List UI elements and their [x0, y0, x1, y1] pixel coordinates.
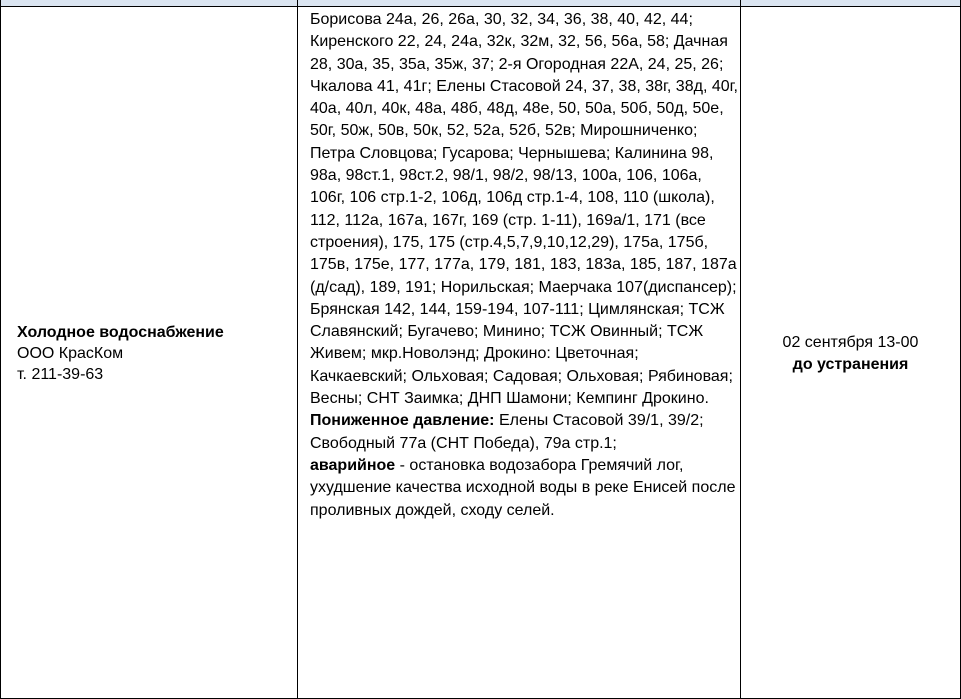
affected-addresses: Борисова 24а, 26, 26а, 30, 32, 34, 36, 38, 40, 42, 44; Киренского 22, 24, 24а, 32к, 32м, 32, 56, 56а, 58; Дачная 28, 30а, 35, 35а, 35ж, 37; 2-я Огородная 22А, 24, 25, 26; Чкалова 41, 41г; Елены Стасовой 24, 37, 38, 38г, 38д, 40г, 40а, 40л, 40к, 48а, 48б, 48д, 48е, 50, 50а, 50б, 50д, 50е, 50г, 50ж, 50в, 50к, 52, 52а, 52б, 52в; Мирошниченко; Петра Словцова; Гусарова; Чернышева; Калинина 98, 98а, 98ст.1, 98ст.2, 98/1, 98/2, 98/13, 100а, 106, 106а, 106г, 106 стр.1-2, 106д, 106д стр.1-4, 108, 110 (школа), 112, 112а, 167а, 167г, 169 (стр. 1-11), 169а/1, 171 (все строения), 175, 175 (стр.4,5,7,9,10,12,29), 175а, 175б, 175в, 175е, 177, 177а, 179, 181, 183, 183а, 185, 187, 187а (д/сад), 189, 191; Норильская; Маерчака 107(диспансер); Брянская 142, 144, 159-194, 107-111; Цимлянская; ТСЖ Славянский; Бугачево; Минино; ТСЖ Овинный; ТСЖ Живем; мкр.Новолэнд; Дрокино: Цветочная; Качкаевский; Ольховая; Садовая; Ольховая; Рябиновая; Весны; СНТ Заимка; ДНП Шамони; Кемпинг Дрокино. [310, 11, 738, 408]
addresses-cell [310, 9, 740, 522]
company-phone: т. 211-39-63 [17, 366, 104, 383]
company-name: ООО КрасКом [17, 345, 124, 362]
emergency-note [310, 455, 740, 522]
service-cell [17, 322, 297, 385]
outage-end: до устранения [792, 356, 909, 373]
column-border-left [0, 0, 1, 699]
service-title: Холодное водоснабжение [17, 324, 224, 341]
low-pressure-addresses: Елены Стасовой 39/1, 39/2; Свободный 77а (СНТ Победа), 79а стр.1; [310, 412, 704, 452]
emergency-label: аварийное [310, 456, 396, 474]
low-pressure-note [310, 410, 740, 455]
emergency-reason: - остановка водозабора Гремячий лог, ухудшение качества исходной воды в реке Енисей после проливных дождей, сходу селей. [310, 456, 736, 519]
column-border-1 [297, 0, 298, 699]
low-pressure-label: Пониженное давление: [310, 412, 495, 430]
outage-start: 02 сентября 13-00 [782, 334, 919, 351]
period-cell [741, 332, 960, 376]
header-divider [0, 6, 961, 7]
